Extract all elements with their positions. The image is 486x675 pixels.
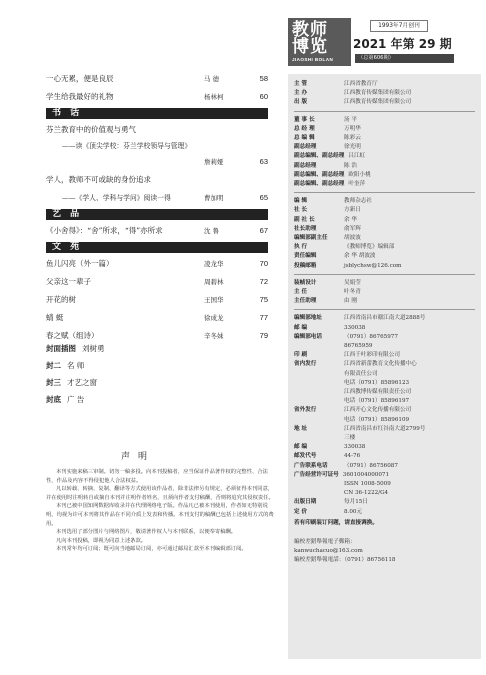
toc-entry-meta <box>46 189 268 207</box>
masthead-value: 陈彩云 <box>344 135 361 141</box>
toc-entry-author: 沈 鲁 <box>204 227 220 235</box>
toc-entry-author: 凌龙华 <box>204 260 224 268</box>
masthead-label: 印 刷 <box>294 352 308 359</box>
masthead-value: 江西省南昌市赣江南大道2888号 <box>344 315 426 322</box>
masthead-value: 3601004000071 <box>342 471 390 478</box>
masthead-divider <box>294 309 475 310</box>
masthead-row <box>294 216 357 224</box>
masthead-row <box>294 360 417 368</box>
total-issue-badge <box>355 54 454 63</box>
magazine-logo <box>288 18 351 66</box>
masthead-label: 邮 编 <box>294 444 308 451</box>
masthead-label: 社长助理 <box>294 225 317 232</box>
masthead-value: 电话（0791）85896197 <box>344 398 410 405</box>
masthead-value: 由 刚 <box>344 298 357 305</box>
toc-entry[interactable] <box>46 121 268 139</box>
masthead-row <box>294 234 361 242</box>
table-of-contents <box>46 70 268 345</box>
statement-paragraph: 凡向本刊投稿，即视为同意上述条款。 <box>56 537 147 544</box>
toc-entry[interactable] <box>46 291 268 309</box>
art-credit-value: 刘树勇 <box>82 344 105 353</box>
toc-entry-page: 58 <box>259 74 268 83</box>
masthead-row <box>294 342 372 350</box>
statement-body <box>46 468 274 554</box>
masthead-row <box>294 351 400 359</box>
masthead-value: 《教师博览》编辑部 <box>344 244 395 251</box>
toc-entry-title: 学生给我最好的礼物 <box>46 92 114 101</box>
masthead-panel <box>288 74 481 659</box>
masthead-label: 副总编辑、副总经理 <box>294 171 345 178</box>
toc-entry-page: 67 <box>259 226 268 235</box>
masthead-label: 邮 编 <box>294 324 308 331</box>
toc-entry-title: 学人，教师不可或缺的身份追求 <box>46 175 151 184</box>
toc-entry-page: 77 <box>259 313 268 322</box>
statement-paragraph: 本刊常年均可订阅；既可向当地邮局订阅，亦可通过邮局汇款至本刊编辑部订阅。 <box>56 546 247 553</box>
masthead-row <box>294 498 368 506</box>
toc-entry-page: 72 <box>259 277 268 286</box>
masthead-value: 电话（0791）85896109 <box>344 416 410 423</box>
masthead-row <box>294 225 361 233</box>
masthead-label: 副总编辑、副总经理 <box>294 181 345 187</box>
masthead-label: 广告联系电话 <box>294 462 328 469</box>
art-credit-label: 封二 <box>46 361 61 370</box>
masthead-value: 江西省新蕾教育文化传播中心 <box>344 361 417 368</box>
masthead-divider <box>294 192 475 193</box>
masthead-row <box>294 134 361 142</box>
art-credits <box>46 340 246 408</box>
masthead-value: 每月15日 <box>344 499 368 506</box>
masthead-row <box>294 162 357 170</box>
masthead-row <box>294 288 361 296</box>
masthead-label: 投稿邮箱 <box>294 262 317 269</box>
statement-title: 声明 <box>120 452 155 462</box>
masthead-value: 胡波波 <box>344 235 361 241</box>
masthead-value: 方新日 <box>344 207 361 214</box>
logo-line-1: 教师 <box>292 20 328 40</box>
section-header-shuhua: 书 话 <box>46 108 268 119</box>
masthead-row <box>294 416 409 424</box>
masthead-value: 徐光明 <box>344 144 361 151</box>
masthead-row <box>294 197 372 205</box>
toc-entry-page: 70 <box>259 259 268 268</box>
masthead-value: 教师杂志社 <box>344 198 372 205</box>
masthead-label: 出 版 <box>294 99 308 106</box>
masthead-label: 邮发代号 <box>294 453 317 460</box>
masthead-value: （0791）86756087 <box>344 462 398 469</box>
issue-number: 2021 年第 29 期 <box>353 37 452 51</box>
masthead-value: 余 华 胡波波 <box>344 253 376 260</box>
masthead-label: 主 办 <box>294 90 308 97</box>
toc-entry-author: 辛冬妹 <box>204 332 224 340</box>
print-quality-notice: 若有印刷装订问题，请直接调换。 <box>294 519 378 526</box>
masthead-value: 江西千叶彩印有限公司 <box>344 352 400 359</box>
art-credit-label: 封三 <box>46 378 61 387</box>
masthead-label: 省内发行 <box>294 361 317 368</box>
toc-entry-author: 周碧林 <box>204 278 224 286</box>
toc-entry[interactable] <box>46 255 268 273</box>
masthead-value: 电话（0791）85896123 <box>344 379 410 386</box>
masthead-row <box>294 471 389 479</box>
masthead-label: 编辑部地址 <box>294 315 322 322</box>
masthead-row <box>294 406 411 414</box>
masthead-column <box>288 0 486 675</box>
masthead-row <box>294 388 411 396</box>
masthead-row <box>294 489 388 497</box>
toc-entry-author: 曹加明 <box>204 194 224 202</box>
masthead-value: 86765959 <box>344 343 373 349</box>
toc-entry-subtitle: ——读《顶尖学校：芬兰学校领导与管理》 <box>62 142 192 150</box>
masthead-divider <box>294 274 475 275</box>
masthead-row <box>294 180 365 188</box>
toc-entry[interactable] <box>46 70 268 88</box>
masthead-value: CN 36-1222/G4 <box>344 490 389 497</box>
toc-entry-author: 徐成龙 <box>204 314 224 322</box>
toc-entry-page: 60 <box>259 92 268 101</box>
masthead-row <box>294 243 394 251</box>
masthead-value: 叶奎萍 <box>348 181 366 187</box>
section-header-yipin: 艺 品 <box>46 209 268 220</box>
statement-paragraph: 本刊已被中国知网数据库收录并在代理网络电子版。作品凡已被本刊使用，作者如无特别说明，均视为许可本刊将其作品在不同介质上发表和传播。本刊支付的稿酬已包括上述使用方式的费用。 <box>46 503 274 527</box>
toc-entry[interactable] <box>46 273 268 291</box>
toc-entry-author: 杨林柯 <box>204 93 224 101</box>
masthead-label: 主 任 <box>294 289 308 295</box>
masthead-label: 编辑部副主任 <box>294 235 328 241</box>
masthead-label: 总 经 理 <box>294 125 315 132</box>
founded-date: 1993年7月创刊 <box>370 20 428 32</box>
masthead-value: （0791）86765977 <box>344 333 398 340</box>
art-credit-label: 封底 <box>46 395 61 404</box>
report-contact-line: 編校差錯舉報電話：（0791）86756118 <box>294 557 396 564</box>
masthead-value: 叶冬青 <box>344 289 361 295</box>
masthead-row <box>294 252 376 260</box>
masthead-value: 330038 <box>344 324 366 331</box>
masthead-row <box>294 480 391 488</box>
masthead-value: 江西教育传媒集团有限公司 <box>344 99 412 106</box>
masthead-label: 地 址 <box>294 425 308 432</box>
art-credit-row <box>46 357 246 374</box>
masthead-value: 吴娟莹 <box>344 279 361 286</box>
total-issue-text: （总第606期） <box>358 55 394 61</box>
toc-entry-author: 马 德 <box>204 75 220 83</box>
masthead-row <box>294 89 411 97</box>
masthead-label: 省外发行 <box>294 407 317 414</box>
masthead-label: 定 价 <box>294 508 308 515</box>
masthead-row <box>294 262 401 270</box>
masthead-value: 吕江虹 <box>348 153 366 160</box>
masthead-label: 广告经营许可证号 <box>294 471 339 478</box>
toc-entry-title: 春之赋（组诗） <box>46 331 99 340</box>
toc-entry[interactable] <box>46 309 268 327</box>
masthead-value: 江西省教育厅 <box>344 81 378 87</box>
art-credit-row <box>46 391 246 408</box>
masthead-value: 俞军辉 <box>344 225 361 232</box>
masthead-row <box>294 397 409 405</box>
masthead-value: 330038 <box>344 444 366 451</box>
masthead-row <box>294 143 361 151</box>
art-credit-value: 广 告 <box>67 395 85 404</box>
masthead-row <box>294 171 371 179</box>
masthead-value: 汤 平 <box>344 116 357 123</box>
art-credit-row <box>46 340 246 357</box>
masthead-label: 编辑部电话 <box>294 333 322 340</box>
masthead-row <box>294 443 365 451</box>
art-credit-value: 名 师 <box>67 361 85 370</box>
masthead-value: ISSN 1008-5009 <box>344 481 391 487</box>
masthead-value: 8.00元 <box>344 508 363 515</box>
statement-paragraph: 凡以转载、转摘、复制、翻译等方式使用该作品者，除非法律另有规定，必须征得本刊同意，并在使用时注明转自或摘自本刊并注明作者姓名，且须向作者支付稿酬，否则将追究其侵权责任。 <box>46 486 274 501</box>
art-credit-row <box>46 374 246 391</box>
masthead-label: 副总经理 <box>294 162 317 169</box>
masthead-divider <box>294 111 475 112</box>
masthead-value: 江西省南昌市红谷南大道2799号 <box>344 425 426 432</box>
logo-line-2: 博览 <box>292 37 328 57</box>
masthead-row <box>294 206 361 214</box>
masthead-row <box>294 462 398 470</box>
masthead-label: 装帧设计 <box>294 279 317 286</box>
toc-entry-title: 芬兰教育中的价值观与勇气 <box>46 125 136 134</box>
masthead-row <box>294 333 398 341</box>
masthead-label: 总 编 辑 <box>294 135 315 141</box>
masthead-value: 江西教育传媒集团有限公司 <box>344 90 412 97</box>
statement-paragraph: 本刊选用了部分图片与网络图片，敬请著作权人与本刊联系，以便奉寄稿酬。 <box>56 529 237 536</box>
masthead-value: 三楼 <box>344 435 356 441</box>
art-credit-label: 封面插图 <box>46 344 76 353</box>
toc-entry-title: 蜻 蜓 <box>46 313 64 322</box>
masthead-label: 编 辑 <box>294 198 308 205</box>
toc-entry-title: 开花的树 <box>46 295 76 304</box>
toc-entry[interactable] <box>46 88 268 106</box>
masthead-row <box>294 370 378 378</box>
masthead-label: 社 长 <box>294 207 308 214</box>
toc-entry-author: 詹莉娅 <box>204 158 224 166</box>
masthead-row <box>294 125 361 133</box>
masthead-row <box>294 297 357 305</box>
masthead-row <box>294 80 378 88</box>
masthead-row <box>294 452 360 460</box>
masthead-value: 44-76 <box>344 453 361 460</box>
masthead-row <box>294 116 357 124</box>
masthead-label: 主任助理 <box>294 298 317 305</box>
toc-entry-author: 王国华 <box>204 296 224 304</box>
report-contact-line: 編校差錯舉報電子郵箱： <box>294 539 356 545</box>
toc-entry-page: 79 <box>259 331 268 340</box>
toc-entry-page: 63 <box>259 157 268 166</box>
masthead-label: 出版日期 <box>294 499 317 506</box>
masthead-row <box>294 379 409 387</box>
masthead-label: 副 社 长 <box>294 216 315 223</box>
masthead-value: 余 华 <box>344 216 357 223</box>
masthead-value[interactable]: jsblychsw@126.com <box>344 262 402 269</box>
masthead-label: 董 事 长 <box>294 116 315 123</box>
toc-entry-meta <box>46 153 268 171</box>
statement-paragraph: 本刊实施来稿三审制。切勿一稿多投。向本刊投稿者，应当保证作品著作权的完整性、合法性，作品及内容不得侵犯他人合法权益。 <box>46 469 268 484</box>
masthead-label: 主 管 <box>294 81 308 87</box>
masthead-row <box>294 324 365 332</box>
masthead-label: 责任编辑 <box>294 253 317 260</box>
masthead-row <box>294 314 425 322</box>
toc-entry[interactable] <box>46 171 268 189</box>
masthead-label: 副总经理 <box>294 144 317 151</box>
masthead-row <box>294 508 362 516</box>
toc-entry[interactable] <box>46 222 268 240</box>
masthead-value: 江西教博传媒有限责任公司 <box>344 389 412 395</box>
masthead-row <box>294 152 365 160</box>
masthead-value: 有限责任公司 <box>344 370 378 377</box>
toc-entry-title: 鱼儿闪亮（外一篇） <box>46 259 114 268</box>
toc-entry-page: 65 <box>259 193 268 202</box>
toc-entry-page: 75 <box>259 295 268 304</box>
masthead-label: 执 行 <box>294 244 308 251</box>
magazine-header <box>288 18 454 66</box>
masthead-value: 万明华 <box>344 125 361 132</box>
masthead-value: 江西开心文化传播有限公司 <box>344 407 412 414</box>
masthead-row <box>294 98 411 106</box>
toc-entry-title: 一心无累，便是良辰 <box>46 74 114 83</box>
masthead-label: 副总编辑、副总经理 <box>294 153 345 160</box>
toc-entry-title: 《小舍得》：“舍”所求，“得”亦所求 <box>46 226 163 235</box>
toc-entry-subtitle: ——《学人、学科与学问》阅读一得 <box>62 194 171 202</box>
art-credit-value: 才艺之窗 <box>67 378 97 387</box>
masthead-row <box>294 434 355 442</box>
masthead-row <box>294 279 361 287</box>
section-header-wenyuan: 文 苑 <box>46 242 268 253</box>
toc-entry-title: 父亲这一辈子 <box>46 277 91 286</box>
masthead-value: 欧阳小桃 <box>348 171 371 178</box>
masthead-value: 陈 浩 <box>344 162 357 169</box>
logo-text <box>292 22 328 56</box>
report-email-link[interactable]: kanwuchacuo@163.com <box>294 548 363 555</box>
masthead-row <box>294 425 425 433</box>
logo-pinyin: JIAOSHI BOLAN <box>292 57 334 62</box>
